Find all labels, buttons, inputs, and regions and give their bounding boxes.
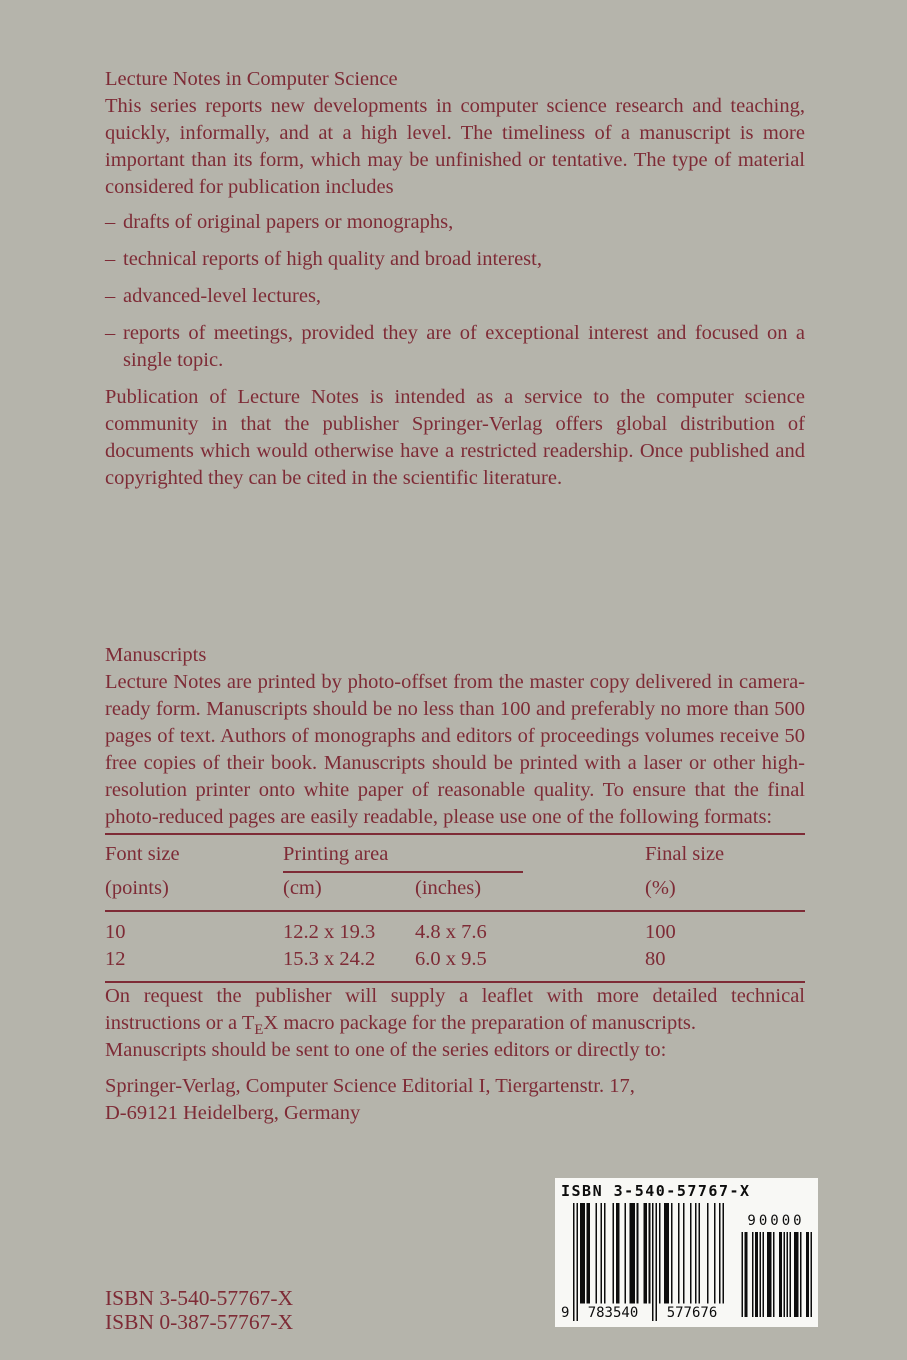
ean-digit-lead: 9 [561,1305,570,1321]
isbn-barcode-panel [555,1178,818,1327]
list-item-text: drafts of original papers or monographs, [123,211,454,233]
table-row [105,919,805,946]
tex-subscript: E [254,1022,264,1039]
cell-font-size: 10 [105,921,126,943]
table-row [105,946,805,973]
col-header-printing-area: Printing area [283,841,645,875]
list-item [105,283,805,310]
ean-digit-group-left: 783540 [578,1305,648,1321]
cover-text-block [105,66,805,1127]
list-item-text: advanced-level lectures, [123,285,322,307]
ean13-barcode [561,1203,731,1321]
col-header-final-size: Final size [645,843,725,865]
list-item [105,209,805,236]
isbn-line: ISBN 3-540-57767-X [105,1286,294,1310]
publication-paragraph: Publication of Lecture Notes is intended as a service to the computer science community in that the publisher Springer-Verlag offers global distribution of documents which would otherwise have a restricted readership. Once published and copyrighted they can be cited in the scientific literature. [105,386,805,489]
col-subheader-percent: (%) [645,877,676,899]
barcode-isbn-text: ISBN 3-540-57767-X [561,1182,751,1200]
format-table [105,833,805,983]
ean13-bars-graphic [573,1203,731,1321]
ean-digit-group-right: 577676 [657,1305,727,1321]
dash-bullet-marker: – [105,248,116,270]
ean5-addon-barcode [740,1214,812,1321]
barcode-row [561,1203,812,1321]
sent-to-note: Manuscripts should be sent to one of the series editors or directly to: [105,1039,667,1061]
col-subheader-cm: (cm) [283,877,322,899]
format-table-body [105,910,805,981]
dash-bullet-marker: – [105,285,116,307]
dash-bullet-marker: – [105,322,116,344]
col-subheader-inches: (inches) [415,877,482,899]
bottom-isbn-list [105,1286,293,1334]
address-line: D-69121 Heidelberg, Germany [105,1102,361,1124]
col-subheader-points: (points) [105,877,169,899]
list-item-text: technical reports of high quality and broad interest, [123,248,542,270]
list-item-text: reports of meetings, provided they are of exceptional interest and focused on a single topic. [123,322,805,371]
cell-final: 100 [645,921,676,943]
ean5-bars-graphic [740,1232,812,1317]
col-header-font-size: Font size [105,843,180,865]
isbn-line: ISBN 0-387-57767-X [105,1310,294,1334]
publisher-address [105,1073,805,1127]
publication-types-list [105,209,805,374]
series-intro-paragraph: This series reports new developments in computer science research and teaching, quickly, informally, and at a high level. The timeliness of a manuscript is more important than its form, which may be unfinished or tentative. The type of material considered for publication includes [105,95,805,198]
cell-cm: 12.2 x 19.3 [283,921,376,943]
dash-bullet-marker: – [105,211,116,233]
address-line: Springer-Verlag, Computer Science Editorial I, Tiergartenstr. 17, [105,1075,635,1097]
cell-final: 80 [645,948,666,970]
format-table-header [105,835,805,910]
cell-cm: 15.3 x 24.2 [283,948,376,970]
request-note-paragraph: On request the publisher will supply a leaflet with more detailed technical instructions or a $T_EX$ macro package for the preparation of manuscripts. [105,985,805,1039]
series-title: Lecture Notes in Computer Science [105,68,398,90]
list-item [105,246,805,273]
cell-inches: 4.8 x 7.6 [415,921,487,943]
cell-inches: 6.0 x 9.5 [415,948,487,970]
manuscripts-paragraph: Lecture Notes are printed by photo-offset from the master copy delivered in camera-ready form. Manuscripts should be no less than 100 and preferably no more than 500 pages of text. Authors of monographs and editors of proceedings volumes receive 50 free copies of their book. Manuscripts should be printed with a laser or other high-resolution printer onto white paper of reasonable quality. To ensure that the final photo-reduced pages are easily readable, please use one of the following formats: [105,671,805,828]
list-item [105,320,805,374]
cell-font-size: 12 [105,948,126,970]
manuscripts-heading: Manuscripts [105,644,207,666]
addon-price-code: 90000 [747,1213,805,1229]
